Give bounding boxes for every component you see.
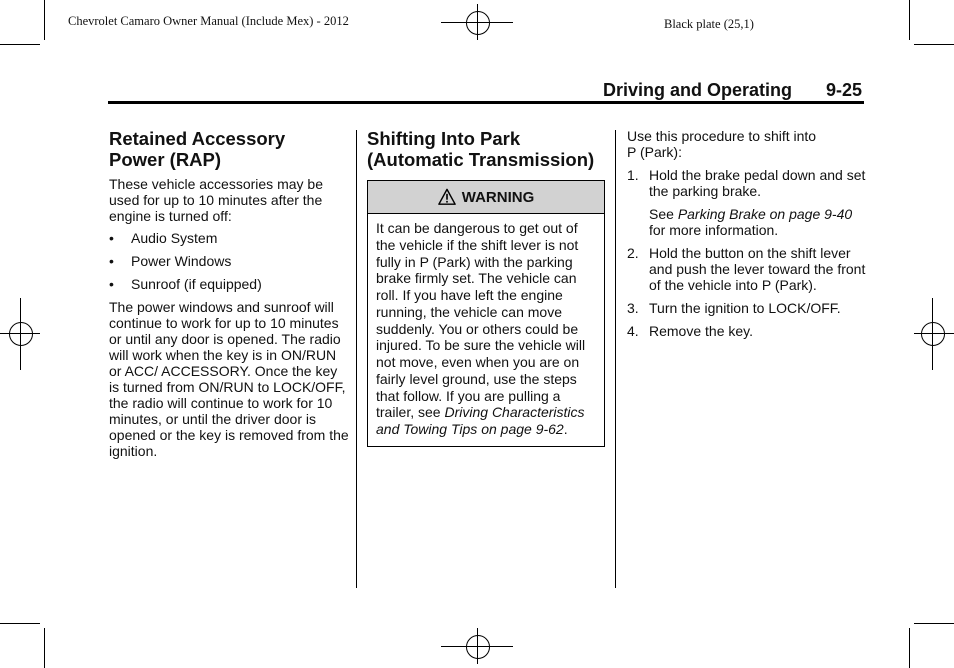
header-rule: [108, 101, 864, 104]
warning-header: [368, 181, 604, 214]
step-text: Hold the brake pedal down and set the parking brake.: [649, 167, 866, 199]
rap-heading-line1: Retained Accessory: [109, 128, 286, 149]
parking-brake-reference: Parking Brake on page 9-40: [677, 206, 853, 222]
list-item: [627, 167, 867, 199]
step-number: 4.: [627, 323, 639, 339]
step-text: Remove the key.: [649, 323, 754, 339]
procedure-intro: [627, 128, 867, 160]
print-header-right: Black plate (25,1): [664, 17, 754, 31]
print-header-left: Chevrolet Camaro Owner Manual (Include Mex) - 2012: [68, 14, 349, 28]
bullet-icon: •: [109, 230, 114, 246]
list-item: [627, 300, 867, 316]
section-title: Driving and Operating: [603, 80, 793, 100]
bullet-text: Power Windows: [131, 253, 232, 269]
rap-bullet-list: [109, 230, 349, 292]
step-number: 2.: [627, 245, 639, 261]
see-reference: See Parking Brake on page 9-40 for more information.: [649, 206, 853, 238]
column-divider-1: [356, 130, 357, 588]
bullet-icon: •: [109, 253, 114, 269]
warning-box: [367, 180, 605, 447]
list-item: [627, 323, 867, 339]
park-heading-line1: Shifting Into Park: [367, 128, 521, 149]
park-heading-line2: (Automatic Transmission): [367, 149, 595, 170]
page-number: 9-25: [826, 80, 863, 100]
warning-label: WARNING: [461, 188, 535, 206]
procedure-intro-line1: Use this procedure to shift into: [627, 128, 817, 144]
column-divider-2: [615, 130, 616, 588]
warning-text: It can be dangerous to get out of the vehicle if the shift lever is not fully in P (Park) with the parking brake firmly set. The vehicle can roll. If you have left the engine running, the vehicle can move suddenly. You or others could be injured. To be sure the vehicle will not move, even when you are on fairly level ground, use the steps that follow. If you are pulling a trailer, see Driving Characteristics and Towing Tips on page 9-62.: [376, 220, 586, 437]
step-number: 1.: [627, 167, 639, 183]
rap-body: The power windows and sunroof will continue to work for up to 10 minutes or until any door is opened. The radio will work when the key is in ON/RUN or ACC/ ACCESSORY. Once the key is turned from ON/RUN to LOCK/OFF, the radio will continue to work for 10 minutes, or until the driver door is opened or the key is removed from the ignition.: [109, 299, 349, 459]
bullet-text: Audio System: [131, 230, 218, 246]
rap-intro: These vehicle accessories may be used for up to 10 minutes after the engine is turned off:: [109, 176, 323, 224]
procedure-intro-line2: P (Park):: [627, 144, 682, 160]
park-heading: [367, 128, 605, 170]
step-text: Hold the button on the shift lever and push the lever toward the front of the vehicle into P (Park).: [649, 245, 866, 293]
warning-body-text: It can be dangerous to get out of the vehicle if the shift lever is not fully in P (Park) with the parking brake firmly set. The vehicle can roll. If you have left the engine running, the vehicle can move suddenly. You or others could be injured. To be sure the vehicle will not move, even when you are on fairly level ground, use the steps that follow. If you are pulling a trailer, see: [376, 220, 586, 421]
column-procedure: [627, 128, 867, 339]
column-rap: [109, 128, 349, 459]
rap-heading-line2: Power (RAP): [109, 149, 222, 170]
list-item: [109, 230, 349, 246]
step-number: 3.: [627, 300, 639, 316]
step-text: Turn the ignition to LOCK/OFF.: [649, 300, 841, 316]
warning-reference: Driving Characteristics and Towing Tips on page 9-62: [376, 404, 585, 437]
list-item: [109, 253, 349, 269]
list-item: [627, 245, 867, 293]
column-shift-park: [367, 128, 605, 447]
rap-heading: [109, 128, 349, 170]
bullet-icon: •: [109, 276, 114, 292]
warning-triangle-icon: [438, 188, 456, 206]
list-item: [109, 276, 349, 292]
bullet-text: Sunroof (if equipped): [131, 276, 262, 292]
